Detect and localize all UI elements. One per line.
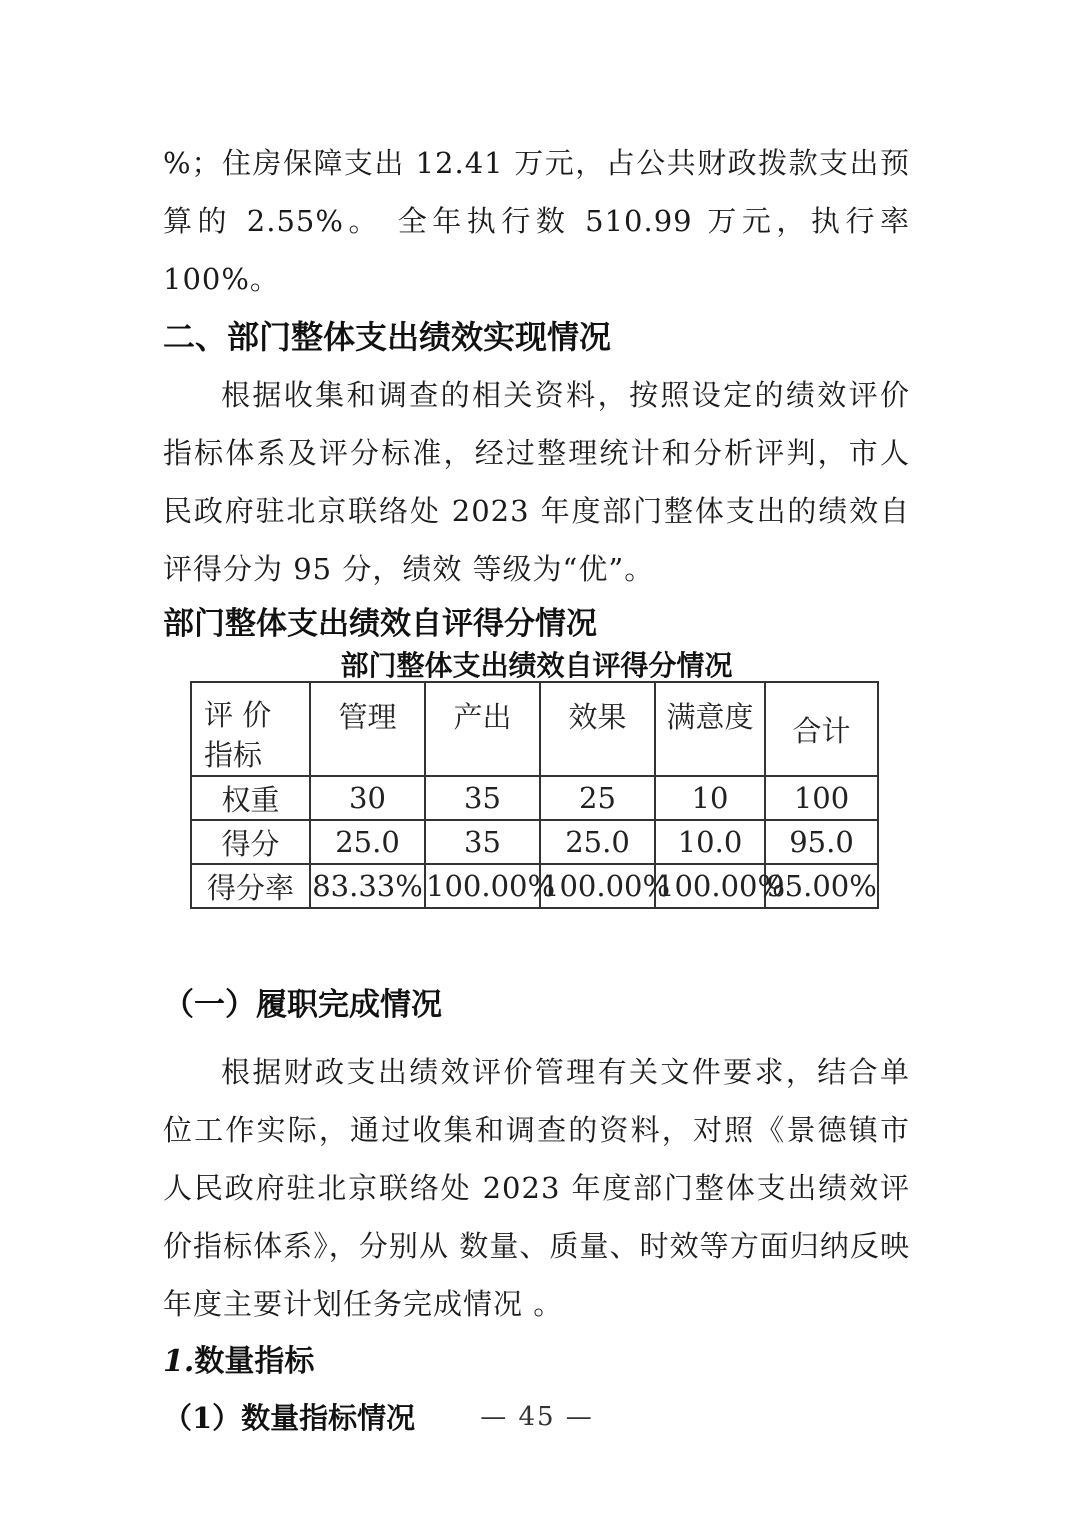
table-row-score-rate — [191, 864, 878, 908]
cell-value: 25.0 — [310, 820, 425, 864]
num-heading — [163, 1333, 910, 1390]
section2-paragraph: 根据收集和调查的相关资料，按照设定的绩效评价指标体系及评分标准，经过整理统计和分析评判，市人民政府驻北京联络处 2023 年度部门整体支出的绩效自评得分为 95 分，绩效 等级为“优”。 — [163, 378, 910, 586]
cell-value: 100 — [765, 776, 878, 820]
header-cell-criteria: 评 价 指标 — [191, 682, 310, 776]
cell-value: 95.00% — [765, 864, 878, 908]
intro-paragraph: %；住房保障支出 12.41 万元，占公共财政拨款支出预算的 2.55%。 全年执行数 510.99 万元，执行率 100%。 — [163, 146, 910, 296]
table-row-weight — [191, 776, 878, 820]
cell-value: 100.00% — [655, 864, 765, 908]
cell-value: 25 — [540, 776, 655, 820]
score-table — [190, 681, 879, 909]
score-heading: 部门整体支出绩效自评得分情况 — [163, 606, 597, 642]
score-table-title: 部门整体支出绩效自评得分情况 — [340, 649, 733, 682]
cell-value: 100.00% — [425, 864, 540, 908]
cell-value: 10 — [655, 776, 765, 820]
cell-value: 35 — [425, 776, 540, 820]
row-label: 得分 — [191, 820, 310, 864]
score-table-header-row — [191, 682, 878, 776]
num-heading-text: 数量指标 — [194, 1344, 315, 1379]
header-cell-output: 产出 — [425, 682, 540, 776]
page-number: — 45 — — [480, 1402, 594, 1432]
cell-value: 100.00% — [540, 864, 655, 908]
cell-value: 35 — [425, 820, 540, 864]
row-label: 权重 — [191, 776, 310, 820]
header-cell-total: 合计 — [765, 682, 878, 776]
cell-value: 10.0 — [655, 820, 765, 864]
num-heading-number: 1. — [163, 1344, 195, 1379]
table-row-score — [191, 820, 878, 864]
row-label: 得分率 — [191, 864, 310, 908]
subnum-heading: （1）数量指标情况 — [163, 1401, 416, 1435]
cell-value: 95.0 — [765, 820, 878, 864]
sub1-paragraph: 根据财政支出绩效评价管理有关文件要求，结合单位工作实际，通过收集和调查的资料，对照《景德镇市人民政府驻北京联络处 2023 年度部门整体支出绩效评价指标体系》，分别从 数量、质量、时效等方面归纳反映年度主要计划任务完成情况 。 — [163, 1055, 910, 1321]
header-cell-satisfaction: 满意度 — [655, 682, 765, 776]
header-cell-effect: 效果 — [540, 682, 655, 776]
cell-value: 83.33% — [310, 864, 425, 908]
header-cell-management: 管理 — [310, 682, 425, 776]
cell-value: 25.0 — [540, 820, 655, 864]
cell-value: 30 — [310, 776, 425, 820]
section2-heading: 二、部门整体支出绩效实现情况 — [163, 318, 612, 356]
sub1-heading: （一）履职完成情况 — [163, 987, 442, 1023]
